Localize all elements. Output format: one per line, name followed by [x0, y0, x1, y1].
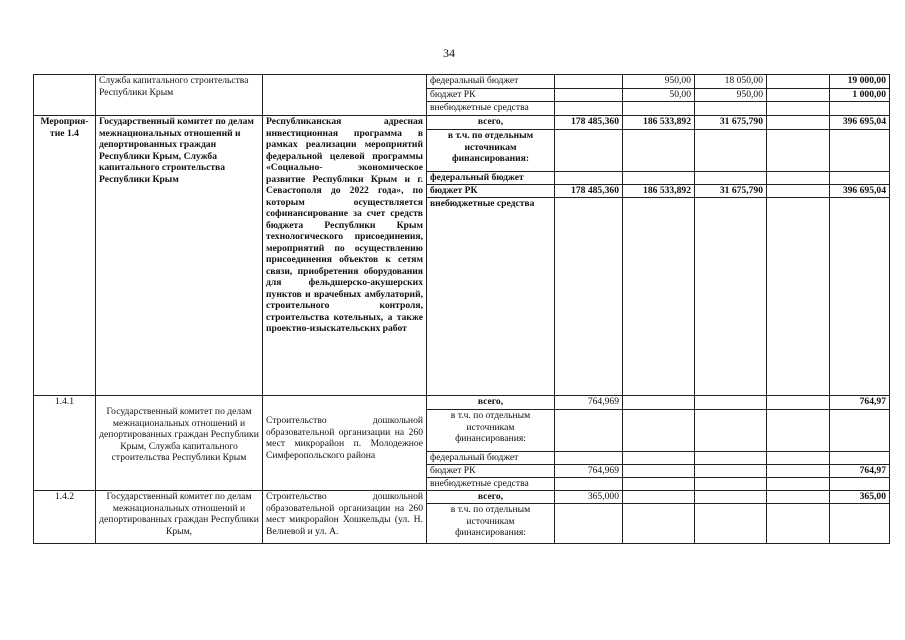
value-cell: 764,969: [555, 396, 623, 410]
total-cell: 396 695,04: [830, 185, 890, 198]
total-cell: [830, 410, 890, 452]
value-cell: 186 533,892: [623, 116, 695, 130]
total-label: всего,: [427, 491, 555, 504]
total-cell: 764,97: [830, 465, 890, 478]
value-cell: [767, 198, 830, 396]
value-cell: 178 485,360: [555, 116, 623, 130]
value-cell: [767, 130, 830, 172]
value-cell: [767, 396, 830, 410]
source-label: бюджет РК: [427, 89, 555, 102]
source-label: внебюджетные средства: [427, 102, 555, 116]
value-cell: [555, 478, 623, 491]
table-row: [34, 491, 890, 504]
total-cell: 19 000,00: [830, 75, 890, 89]
value-cell: [555, 102, 623, 116]
value-cell: [767, 185, 830, 198]
total-cell: [830, 130, 890, 172]
value-cell: [767, 452, 830, 465]
total-cell: [830, 198, 890, 396]
value-cell: [695, 504, 767, 544]
description-cell: Республиканская адресная инвестиционная программа в рамках реализации мероприятий федеральной целевой программы «Социально- экономическое развитие Республики Крым и г. Севастополя до 2022 года», по которым осуществляется софинансирование за счет средств бюджета Республики Крым технологического присоединения, мероприятий по осуществлению присоединения объектов к сетям связи, приобретения оборудования для фельдшерско-акушерских пунктов и врачебных амбулаторий, строительного контроля, строительства котельных, а также проектно-изыскательских работ: [263, 116, 427, 396]
total-cell: [830, 172, 890, 185]
total-cell: [830, 478, 890, 491]
value-cell: 50,00: [623, 89, 695, 102]
value-cell: [695, 491, 767, 504]
value-cell: [695, 102, 767, 116]
measure-code: Мероприя-тие 1.4: [34, 116, 96, 396]
value-cell: [767, 478, 830, 491]
description-cell: Строительство дошкольной образовательной организации на 260 мест микрорайон п. Молодежное Симферопольского района: [263, 396, 427, 491]
value-cell: [767, 465, 830, 478]
value-cell: [695, 465, 767, 478]
value-cell: [623, 410, 695, 452]
value-cell: [623, 478, 695, 491]
executor-cell: Служба капитального строительства Республики Крым: [96, 75, 263, 116]
value-cell: [695, 130, 767, 172]
total-cell: [830, 102, 890, 116]
value-cell: 365,000: [555, 491, 623, 504]
value-cell: [695, 452, 767, 465]
source-label: федеральный бюджет: [427, 452, 555, 465]
executor-cell: Государственный комитет по делам межнациональных отношений и депортированных граждан Республики Крым, Служба капитального строительства Республики Крым: [96, 396, 263, 491]
total-label: всего,: [427, 116, 555, 130]
value-cell: 178 485,360: [555, 185, 623, 198]
value-cell: [623, 102, 695, 116]
value-cell: [767, 89, 830, 102]
item-code: 1.4.1: [34, 396, 96, 491]
value-cell: 950,00: [695, 89, 767, 102]
description-cell: [263, 75, 427, 116]
value-cell: [695, 172, 767, 185]
incl-label: в т.ч. по отдельным источникам финансирования:: [427, 504, 555, 544]
value-cell: 950,00: [623, 75, 695, 89]
page-number: 34: [443, 46, 455, 60]
value-cell: 186 533,892: [623, 185, 695, 198]
table-row: [34, 116, 890, 130]
value-cell: [555, 89, 623, 102]
source-label: федеральный бюджет: [427, 75, 555, 89]
source-label: бюджет РК: [427, 185, 555, 198]
value-cell: 764,969: [555, 465, 623, 478]
value-cell: [623, 396, 695, 410]
total-cell: 365,00: [830, 491, 890, 504]
value-cell: [555, 198, 623, 396]
value-cell: [555, 130, 623, 172]
source-label: федеральный бюджет: [427, 172, 555, 185]
total-cell: [830, 452, 890, 465]
value-cell: 31 675,790: [695, 185, 767, 198]
total-cell: 1 000,00: [830, 89, 890, 102]
table-row: [34, 396, 890, 410]
value-cell: [695, 396, 767, 410]
value-cell: [695, 478, 767, 491]
value-cell: [623, 198, 695, 396]
source-label: бюджет РК: [427, 465, 555, 478]
code-cell: [34, 75, 96, 116]
financing-table: [33, 74, 890, 544]
value-cell: [555, 504, 623, 544]
value-cell: 31 675,790: [695, 116, 767, 130]
source-label: внебюджетные средства: [427, 198, 555, 396]
value-cell: [695, 410, 767, 452]
total-label: всего,: [427, 396, 555, 410]
table-row: [34, 75, 890, 89]
description-cell: Строительство дошкольной образовательной организации на 260 мест микрорайон Хошкельды (ул. Н. Велиевой и ул. А.: [263, 491, 427, 544]
value-cell: [767, 102, 830, 116]
value-cell: [623, 130, 695, 172]
value-cell: [695, 198, 767, 396]
value-cell: [767, 172, 830, 185]
value-cell: [623, 491, 695, 504]
value-cell: [623, 172, 695, 185]
value-cell: [623, 465, 695, 478]
item-code: 1.4.2: [34, 491, 96, 544]
incl-label: в т.ч. по отдельным источникам финансирования:: [427, 410, 555, 452]
value-cell: [623, 504, 695, 544]
executor-cell: Государственный комитет по делам межнациональных отношений и депортированных граждан Республики Крым,: [96, 491, 263, 544]
incl-label: в т.ч. по отдельным источникам финансирования:: [427, 130, 555, 172]
value-cell: [555, 410, 623, 452]
value-cell: [767, 491, 830, 504]
executor-cell: Государственный комитет по делам межнациональных отношений и депортированных граждан Республики Крым, Служба капитального строительства Республики Крым: [96, 116, 263, 396]
value-cell: [623, 452, 695, 465]
value-cell: [767, 410, 830, 452]
total-cell: 764,97: [830, 396, 890, 410]
source-label: внебюджетные средства: [427, 478, 555, 491]
value-cell: [555, 75, 623, 89]
value-cell: [767, 75, 830, 89]
value-cell: 18 050,00: [695, 75, 767, 89]
total-cell: [830, 504, 890, 544]
value-cell: [555, 452, 623, 465]
total-cell: 396 695,04: [830, 116, 890, 130]
value-cell: [555, 172, 623, 185]
value-cell: [767, 116, 830, 130]
value-cell: [767, 504, 830, 544]
